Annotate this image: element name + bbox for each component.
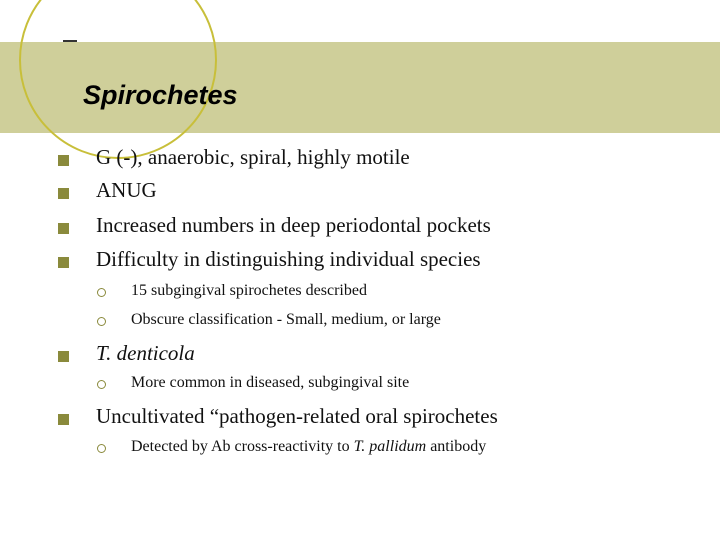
bullet-marker (58, 414, 69, 425)
sub-bullet-text-part: antibody (426, 438, 487, 455)
sub-bullet-marker (97, 288, 106, 297)
sub-bullet-text (131, 438, 486, 456)
bullet-text: Difficulty in distinguishing individual species (96, 247, 481, 271)
sub-bullet-text: More common in diseased, subgingival site (131, 374, 410, 391)
bullet-text: T. denticola (96, 341, 195, 365)
sub-bullet-marker (97, 317, 106, 326)
decorative-tick (63, 40, 77, 42)
bullet-text: G (-), anaerobic, spiral, highly motile (96, 145, 410, 169)
bullet-marker (58, 351, 69, 362)
sub-bullet-marker (97, 380, 106, 389)
sub-bullet-marker (97, 444, 106, 453)
species-name: T. pallidum (353, 438, 427, 455)
bullet-text: Increased numbers in deep periodontal pockets (96, 213, 491, 237)
bullet-text: ANUG (96, 178, 157, 202)
sub-bullet-text-part: Detected by Ab cross-reactivity to (131, 438, 354, 455)
bullet-marker (58, 257, 69, 268)
bullet-text: Uncultivated “pathogen-related oral spirochetes (96, 404, 498, 428)
bullet-marker (58, 223, 69, 234)
slide-title: Spirochetes (83, 80, 238, 110)
sub-bullet-text: Obscure classification - Small, medium, or large (131, 311, 441, 328)
bullet-marker (58, 155, 69, 166)
bullet-marker (58, 188, 69, 199)
sub-bullet-text: 15 subgingival spirochetes described (131, 282, 367, 299)
